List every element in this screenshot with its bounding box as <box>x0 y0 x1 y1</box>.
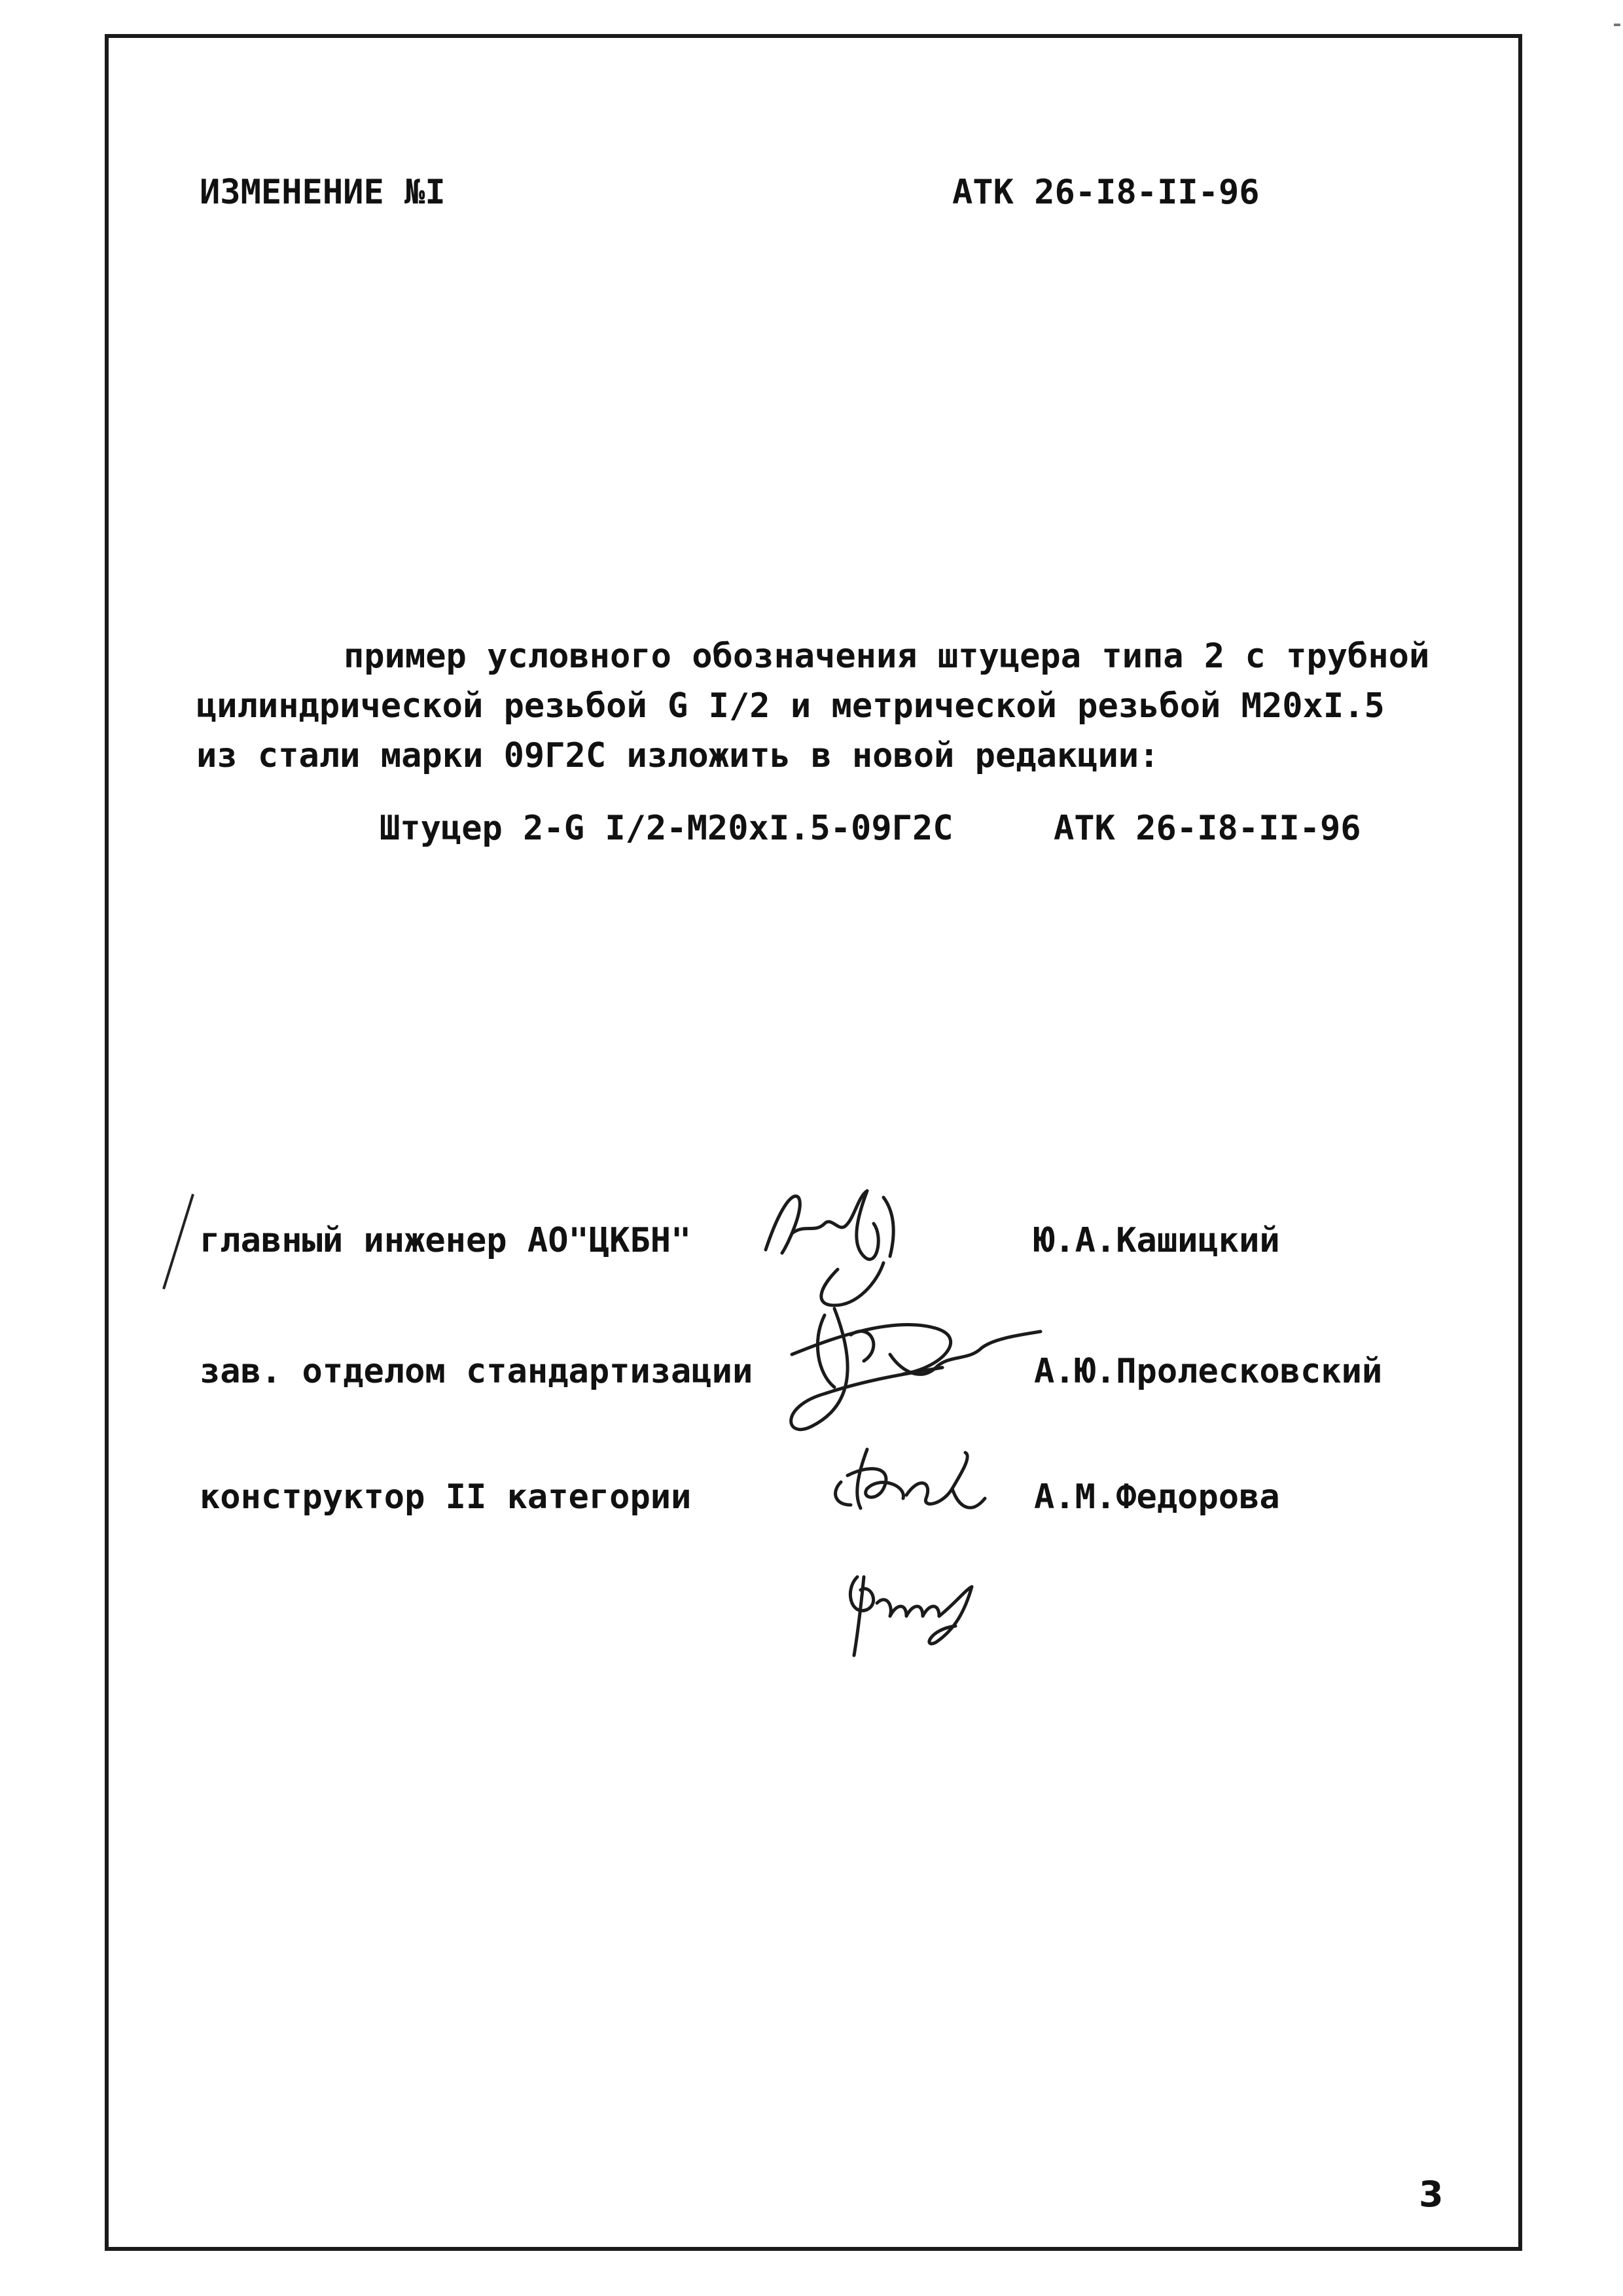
body-line-3: из стали марки 09Г2С изложить в новой редакции: <box>196 736 1160 775</box>
designation-example: Штуцер 2-G I/2-M20xI.5-09Г2С <box>380 809 954 848</box>
document-code: АТК 26-I8-II-96 <box>952 173 1260 212</box>
body-line-2: цилиндрической резьбой G I/2 и метрической резьбой M20xI.5 <box>196 686 1385 726</box>
handwritten-signature-3 <box>821 1436 1005 1534</box>
signature-role-2: зав. отделом стандартизации <box>200 1352 753 1391</box>
signature-role-1: главный инженер АО"ЦКБН" <box>200 1221 692 1260</box>
body-line-1: пример условного обозначения штуцера типа 2 с трубной <box>344 637 1430 676</box>
designation-standard: АТК 26-I8-II-96 <box>1054 809 1361 848</box>
change-number-heading: ИЗМЕНЕНИЕ №I <box>200 173 446 212</box>
signature-name-1: Ю.А.Кашицкий <box>1034 1221 1280 1260</box>
handwritten-initial-mark <box>831 1564 1001 1662</box>
page-frame <box>105 34 1522 2251</box>
signature-name-3: А.М.Федорова <box>1034 1477 1280 1517</box>
margin-slash-mark <box>157 1191 203 1296</box>
scan-mark <box>1614 24 1620 26</box>
signature-name-2: А.Ю.Пролесковский <box>1034 1352 1383 1391</box>
signature-role-3: конструктор II категории <box>200 1477 692 1517</box>
handwritten-signature-2 <box>772 1276 1047 1459</box>
page-number: 3 <box>1419 2174 1444 2215</box>
body-paragraph <box>196 631 1440 781</box>
